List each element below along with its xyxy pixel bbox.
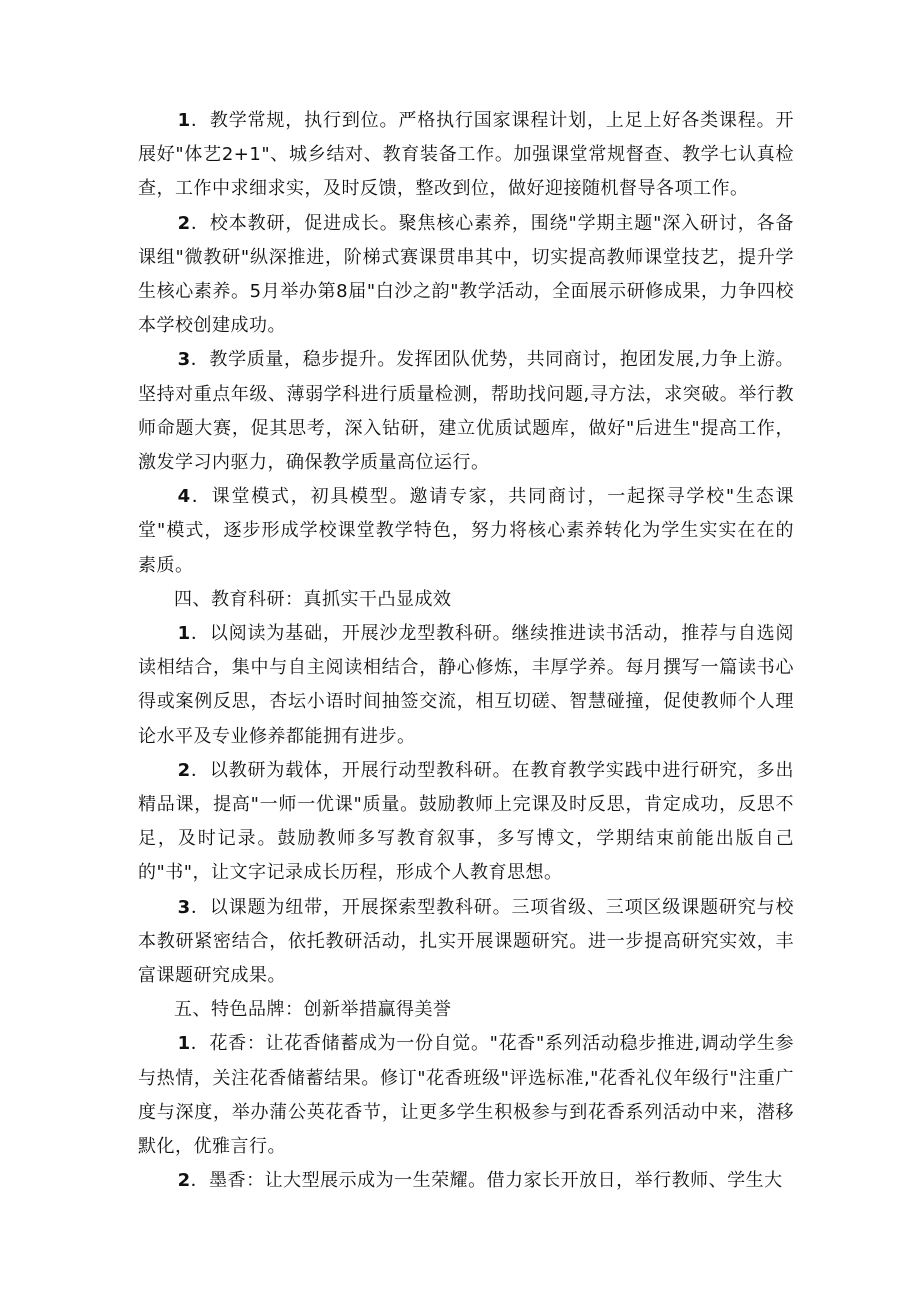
item-number: 1 <box>177 110 191 131</box>
paragraph-text: ．以阅读为基础，开展沙龙型教科研。继续推进读书活动，推荐与自选阅读相结合，集中与自主阅读相结合，静心修炼，丰厚学养。每月撰写一篇读书心得或案例反思，杏坛小语时间抽签交流，相互切磋、智慧碰撞，促使教师个人理论水平及专业修养都能拥有进步。 <box>138 623 794 747</box>
paragraph-classroom-model <box>138 480 794 583</box>
item-number: 2 <box>177 759 191 781</box>
section-heading-brand: 五、特色品牌：创新举措赢得美誉 <box>174 999 452 1021</box>
paragraph-flower-fragrance <box>138 1027 794 1164</box>
item-number: 2 <box>177 212 191 234</box>
paragraph-teaching-routine <box>138 104 794 207</box>
item-number: 3 <box>177 896 191 918</box>
section-heading-research: 四、教育科研：真抓实干凸显成效 <box>174 588 452 610</box>
paragraph-text: ．花香：让花香储蓄成为一份自觉。"花香"系列活动稳步推进,调动学生参与热情，关注花香储蓄结果。修订"花香班级"评选标准,"花香礼仪年级行"注重广度与深度，举办蒲公英花香节，让更多学生积极参与到花香系列活动中来，潜移默化，优雅言行。 <box>138 1033 794 1158</box>
item-number: 2 <box>177 1170 191 1192</box>
document-body <box>138 104 794 1199</box>
paragraph-topic-research <box>138 891 794 994</box>
paragraph-text: ．以教研为载体，开展行动型教科研。在教育教学实践中进行研究，多出精品课，提高"一师一优课"质量。鼓励教师上完课及时反思，肯定成功，反思不足，及时记录。鼓励教师多写教育叙事，多写博文，学期结束前能出版自己的"书"，让文字记录成长历程，形成个人教育思想。 <box>138 759 794 884</box>
paragraph-ink-fragrance <box>138 1164 794 1198</box>
paragraph-text: ．课堂模式，初具模型。邀请专家，共同商讨，一起探寻学校"生态课堂"模式，逐步形成学校课堂教学特色，努力将核心素养转化为学生实实在在的素质。 <box>138 486 794 576</box>
paragraph-text: ．墨香：让大型展示成为一生荣耀。借力家长开放日，举行教师、学生大 <box>190 1170 783 1192</box>
paragraph-text: ．校本教研，促进成长。聚焦核心素养，围绕"学期主题"深入研讨，各备课组"微教研"纵深推进，阶梯式赛课贯串其中，切实提高教师课堂技艺，提升学生核心素养。5月举办第8届"白沙之韵"教学活动，全面展示研修成果，力争四校本学校创建成功。 <box>138 212 794 337</box>
paragraph-reading-research <box>138 617 794 754</box>
paragraph-text: ．教学常规，执行到位。严格执行国家课程计划，上足上好各类课程。开展好"体艺2+1"、城乡结对、教育装备工作。加强课堂常规督查、教学七认真检查，工作中求细求实，及时反馈，整改到位，做好迎接随机督导各项工作。 <box>138 110 794 200</box>
paragraph-action-research <box>138 754 794 891</box>
paragraph-school-research <box>138 207 794 344</box>
item-number: 1 <box>177 623 191 645</box>
item-number: 1 <box>177 1033 191 1055</box>
paragraph-text: ．以课题为纽带，开展探索型教科研。三项省级、三项区级课题研究与校本教研紧密结合，依托教研活动，扎实开展课题研究。进一步提高研究实效，丰富课题研究成果。 <box>138 896 794 987</box>
item-number: 4 <box>177 486 191 508</box>
paragraph-teaching-quality <box>138 343 794 480</box>
item-number: 3 <box>177 349 191 371</box>
paragraph-text: ．教学质量，稳步提升。发挥团队优势，共同商讨，抱团发展,力争上游。坚持对重点年级、薄弱学科进行质量检测，帮助找问题,寻方法，求突破。举行教师命题大赛，促其思考，深入钻研，建立优质试题库，做好"后进生"提高工作，激发学习内驱力，确保教学质量高位运行。 <box>138 349 794 474</box>
